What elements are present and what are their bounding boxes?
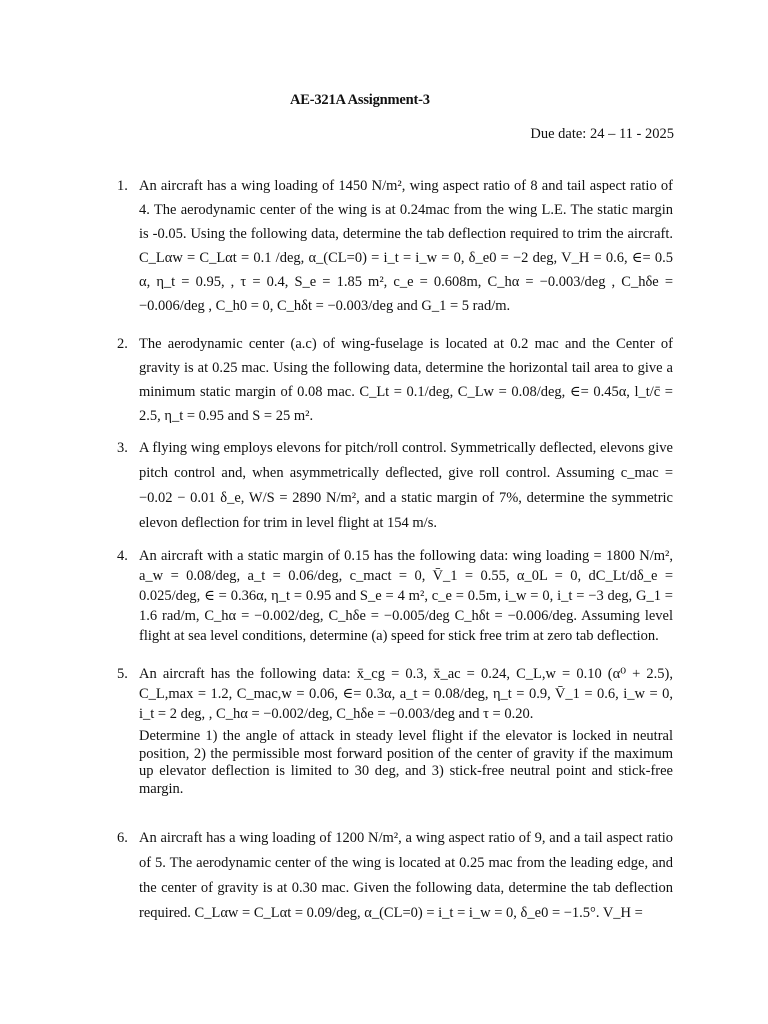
question-text: An aircraft has a wing loading of 1450 N/m², wing aspect ratio of 8 and tail aspect ratio of 4. The aerodynamic center of the wing is at 0.24mac from the wing L.E. The static margin is -0.05. Using the following data, determine the tab deflection required to trim the aircraft. C_Lαw = C_Lαt = 0.1 /deg, α_(CL=0) = i_t = i_w = 0, δ_e0 = −2 deg, V_H = 0.6, ∈= 0.5 α, η_t = 0.95, , τ = 0.4, S_e = 1.85 m², c_e = 0.608m, C_hα = −0.003/deg , C_hδe = −0.006/deg , C_h0 = 0, C_hδt = −0.003/deg and G_1 = 5 rad/m. <box>139 178 673 314</box>
question-text: An aircraft with a static margin of 0.15 has the following data: wing loading = 1800 N/m², a_w = 0.08/deg, a_t = 0.06/deg, c_mact = 0, V̄_1 = 0.55, α_0L = 0, dC_Lt/dδ_e = 0.025/deg, ∈ = 0.36α, η_t = 0.95 and S_e = 4 m², c_e = 0.5m, i_w = 0, i_t = −3 deg, G_1 = 1.6 rad/m, C_hα = −0.002/deg, C_hδe = −0.005/deg C_hδt = −0.006/deg. Assuming level flight at sea level conditions, determine (a) speed for stick free trim at zero tab deflection. <box>139 548 673 644</box>
question-number: 3. <box>117 440 128 456</box>
question-1 <box>117 174 673 318</box>
question-5 <box>117 664 673 798</box>
question-instructions: Determine 1) the angle of attack in steady level flight if the elevator is locked in neutral position, 2) the permissible most forward position of the center of gravity if the maximum up elevator deflection is limited to 30 deg, and 3) stick-free neutral point and stick-free margin. <box>139 728 673 797</box>
question-text: An aircraft has a wing loading of 1200 N/m², a wing aspect ratio of 9, and a tail aspect ratio of 5. The aerodynamic center of the wing is located at 0.25 mac from the leading edge, and the center of gravity is at 0.30 mac. Given the following data, determine the tab deflection required. C_Lαw = C_Lαt = 0.09/deg, α_(CL=0) = i_t = i_w = 0, δ_e0 = −1.5°. V_H = <box>139 830 673 921</box>
question-3 <box>117 436 673 536</box>
question-text: A flying wing employs elevons for pitch/roll control. Symmetrically deflected, elevons give pitch control and, when asymmetrically deflected, give roll control. Assuming c_mac = −0.02 − 0.01 δ_e, W/S = 2890 N/m², and a static margin of 7%, determine the symmetric elevon deflection for trim in level flight at 154 m/s. <box>139 440 673 531</box>
question-text: The aerodynamic center (a.c) of wing-fuselage is located at 0.2 mac and the Center of gravity is at 0.25 mac. Using the following data, determine the horizontal tail area to give a minimum static margin of 0.08 mac. C_Lt = 0.1/deg, C_Lw = 0.08/deg, ∈= 0.45α, l_t/c̄ = 2.5, η_t = 0.95 and S = 25 m². <box>139 336 673 424</box>
question-number: 5. <box>117 666 128 682</box>
due-date: Due date: 24 – 11 - 2025 <box>530 126 674 142</box>
question-number: 6. <box>117 830 128 846</box>
question-text: An aircraft has the following data: x̄_cg = 0.3, x̄_ac = 0.24, C_L,w = 0.10 (α⁰ + 2.5), C_L,max = 1.2, C_mac,w = 0.06, ∈= 0.3α, a_t = 0.08/deg, η_t = 0.9, V̄_1 = 0.6, i_w = 0, i_t = 2 deg, , C_hα = −0.002/deg, C_hδe = −0.003/deg and τ = 0.20. <box>139 666 673 722</box>
page-title: AE-321A Assignment-3 <box>290 92 430 108</box>
question-4 <box>117 546 673 646</box>
question-number: 2. <box>117 336 128 352</box>
question-2 <box>117 332 673 428</box>
question-6 <box>117 826 673 926</box>
question-number: 1. <box>117 178 128 194</box>
question-number: 4. <box>117 548 128 564</box>
